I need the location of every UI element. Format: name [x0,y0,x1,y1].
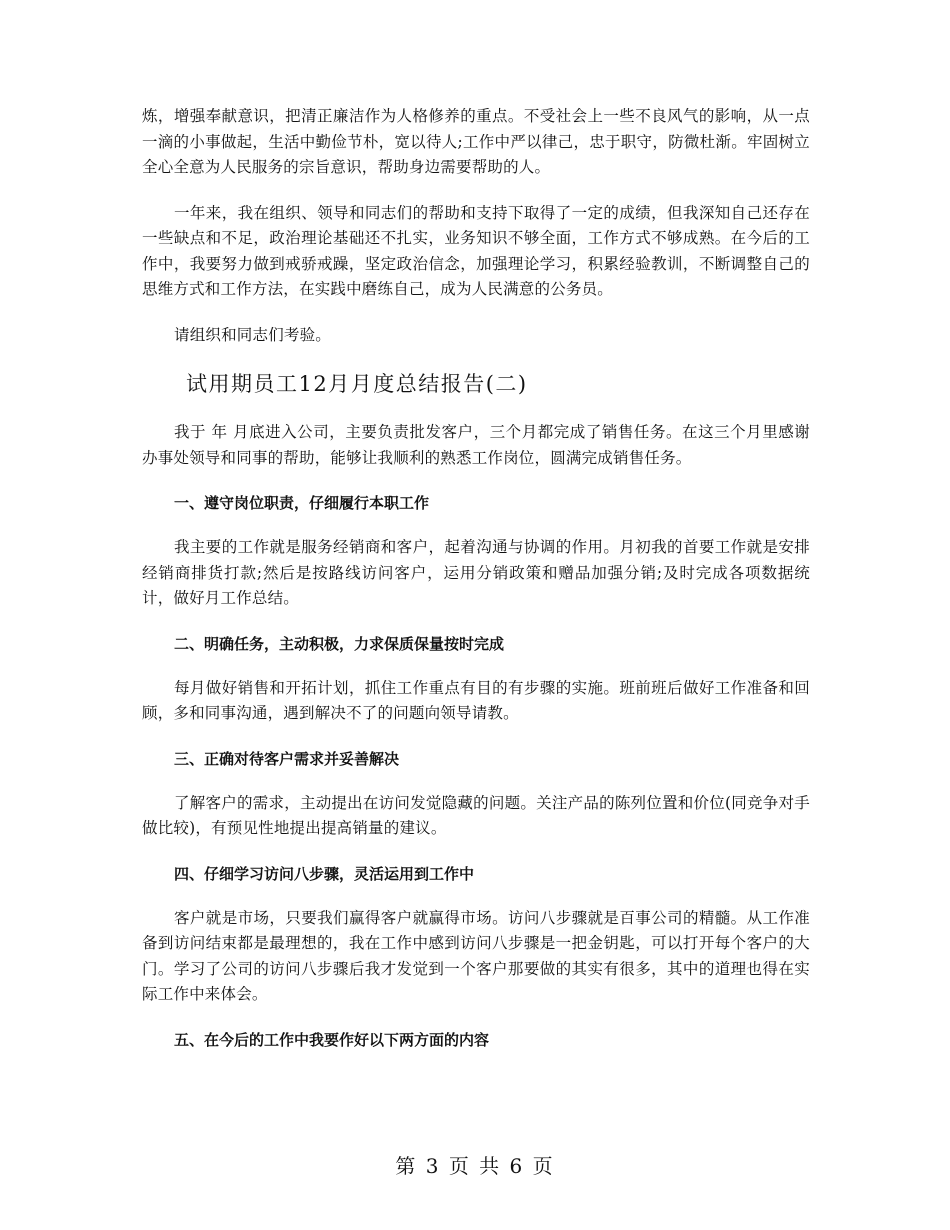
section-heading-3: 三、正确对待客户需求并妥善解决 [174,749,400,768]
document-body [142,104,810,1052]
section-heading-4: 四、仔细学习访问八步骤，灵活运用到工作中 [174,864,475,883]
paragraph-intro: 我于 年 月底进入公司，主要负责批发客户，三个月都完成了销售任务。在这三个月里感谢办事处领导和同事的帮助，能够让我顺利的熟悉工作岗位，圆满完成销售任务。 [142,423,810,467]
section-body-2: 每月做好销售和开拓计划，抓住工作重点有目的有步骤的实施。班前班后做好工作准备和回顾，多和同事沟通，遇到解决不了的问题向领导请教。 [142,678,810,722]
section-heading-2: 二、明确任务，主动积极，力求保质保量按时完成 [174,634,505,653]
paragraph-closing: 请组织和同志们考验。 [174,325,332,344]
page-number-footer: 第 3 页 共 6 页 [395,1154,555,1178]
section-heading-5: 五、在今后的工作中我要作好以下两方面的内容 [174,1030,490,1049]
document-subtitle: 试用期员工12月月度总结报告(二) [186,372,528,396]
section-body-3: 了解客户的需求，主动提出在访问发觉隐藏的问题。关注产品的陈列位置和价位(同竞争对手做比较)，有预见性地提出提高销量的建议。 [142,793,810,837]
section-body-1: 我主要的工作就是服务经销商和客户，起着沟通与协调的作用。月初我的首要工作就是安排经销商排货打款;然后是按路线访问客户，运用分销政策和赠品加强分销;及时完成各项数据统计，做好月工作总结。 [142,538,810,607]
section-body-4: 客户就是市场，只要我们赢得客户就赢得市场。访问八步骤就是百事公司的精髓。从工作准备到访问结束都是最理想的，我在工作中感到访问八步骤是一把金钥匙，可以打开每个客户的大门。学习了公司的访问八步骤后我才发觉到一个客户那要做的其实有很多，其中的道理也得在实际工作中来体会。 [142,908,810,1003]
paragraph-continued: 炼，增强奉献意识，把清正廉洁作为人格修养的重点。不受社会上一些不良风气的影响，从一点一滴的小事做起，生活中勤俭节朴，宽以待人;工作中严以律己，忠于职守，防微杜渐。牢固树立全心全意为人民服务的宗旨意识，帮助身边需要帮助的人。 [142,107,810,176]
section-heading-1: 一、遵守岗位职责，仔细履行本职工作 [174,494,430,512]
paragraph-summary: 一年来，我在组织、领导和同志们的帮助和支持下取得了一定的成绩，但我深知自己还存在一些缺点和不足，政治理论基础还不扎实，业务知识不够全面，工作方式不够成熟。在今后的工作中，我要努力做到戒骄戒躁，坚定政治信念，加强理论学习，积累经验教训，不断调整自己的思维方式和工作方法，在实践中磨练自己，成为人民满意的公务员。 [142,203,810,298]
